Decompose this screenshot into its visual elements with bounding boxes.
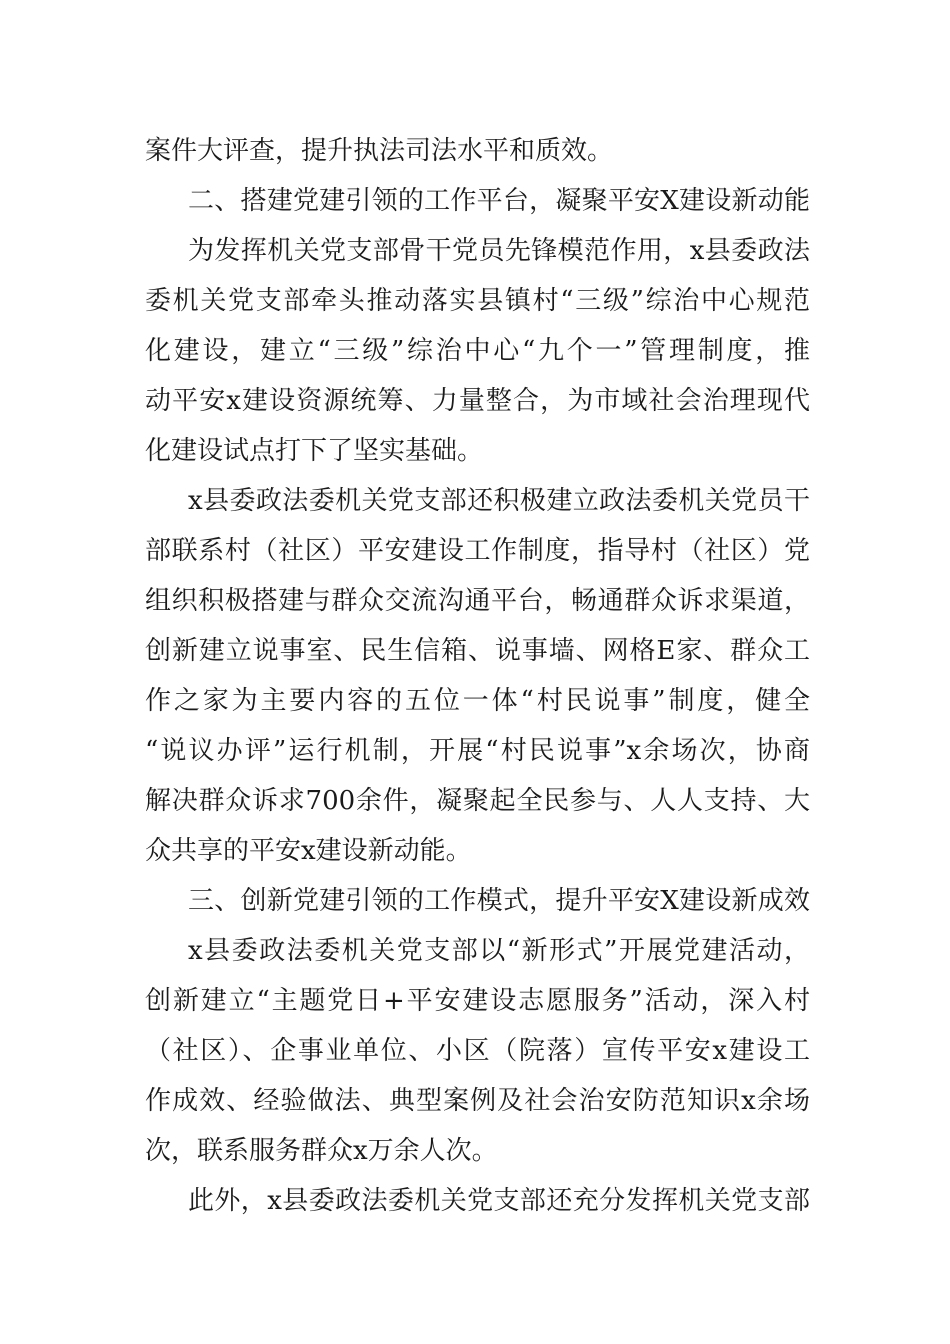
text-line: 为发挥机关党支部骨干党员先锋模范作用，x县委政法 bbox=[188, 236, 810, 266]
text-line: 委机关党支部牵头推动落实县镇村“三级”综治中心规范 bbox=[145, 286, 810, 316]
text-line: x县委政法委机关党支部还积极建立政法委机关党员干 bbox=[188, 486, 810, 516]
text-line: 解决群众诉求700余件，凝聚起全民参与、人人支持、大 bbox=[145, 786, 810, 816]
text-line: 部联系村（社区）平安建设工作制度，指导村（社区）党 bbox=[145, 536, 810, 566]
section-heading: 二、搭建党建引领的工作平台，凝聚平安X建设新动能 bbox=[188, 186, 810, 216]
text-line: 作成效、经验做法、典型案例及社会治安防范知识x余场 bbox=[145, 1086, 810, 1116]
text-line: 案件大评查，提升执法司法水平和质效。 bbox=[145, 136, 614, 166]
text-line: 作之家为主要内容的五位一体“村民说事”制度，健全 bbox=[145, 686, 810, 716]
text-line: 动平安x建设资源统筹、力量整合，为市域社会治理现代 bbox=[145, 386, 810, 416]
text-line: （社区）、企事业单位、小区（院落）宣传平安x建设工 bbox=[145, 1036, 810, 1066]
text-line: 创新建立“主题党日+平安建设志愿服务”活动，深入村 bbox=[145, 986, 810, 1016]
text-line: x县委政法委机关党支部以“新形式”开展党建活动， bbox=[188, 936, 810, 966]
text-line: 此外，x县委政法委机关党支部还充分发挥机关党支部 bbox=[188, 1186, 810, 1216]
text-line: 次，联系服务群众x万余人次。 bbox=[145, 1136, 498, 1166]
text-line: 众共享的平安x建设新动能。 bbox=[145, 836, 472, 866]
section-heading: 三、创新党建引领的工作模式，提升平安X建设新成效 bbox=[188, 886, 810, 916]
text-line: 化建设，建立“三级”综治中心“九个一”管理制度，推 bbox=[145, 336, 810, 366]
text-line: 创新建立说事室、民生信箱、说事墙、网格E家、群众工 bbox=[145, 636, 810, 666]
text-line: 组织积极搭建与群众交流沟通平台，畅通群众诉求渠道， bbox=[145, 586, 810, 616]
text-line: 化建设试点打下了坚实基础。 bbox=[145, 436, 484, 466]
text-line: “说议办评”运行机制，开展“村民说事”x余场次，协商 bbox=[145, 736, 810, 766]
